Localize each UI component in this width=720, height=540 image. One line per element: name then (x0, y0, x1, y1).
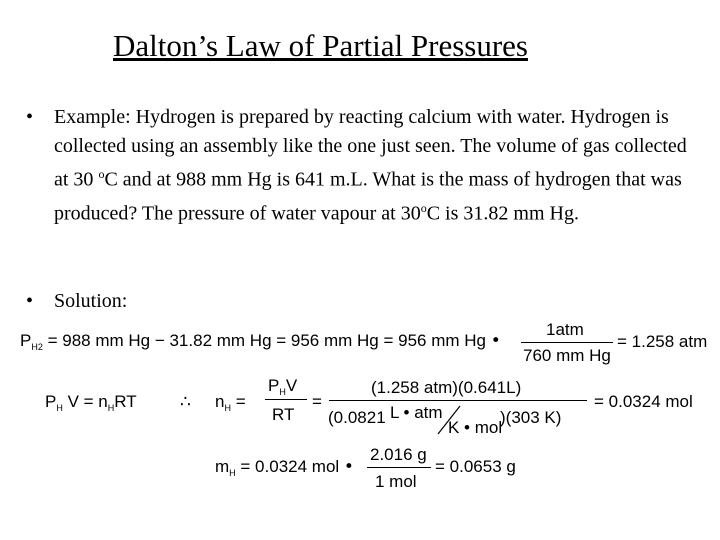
eq2-unit-numerator: L • atm (390, 403, 443, 422)
eq3-fraction-denominator: 1 mol (375, 472, 417, 491)
degree-mark-1: o (98, 167, 105, 181)
eq2-rt: RT (114, 392, 137, 411)
slide-title: Dalton’s Law of Partial Pressures (113, 28, 528, 63)
solution-label: Solution: (54, 290, 128, 312)
degree-mark-2: o (420, 201, 427, 216)
eq2-n: n (215, 392, 225, 411)
eq2-pv-sub: H (279, 387, 286, 397)
eq2-n-symbol: $n_H$ = (215, 392, 246, 413)
eq1-sub-h: H (31, 342, 38, 352)
example-text-3: C is 31.82 mm Hg. (426, 202, 579, 225)
bullet-dot-solution: • (26, 290, 34, 312)
eq1-pressure-symbol: P (20, 331, 32, 350)
eq2-pv-p: P (268, 376, 280, 395)
eq2-den-left: (0.0821 (328, 408, 386, 427)
therefore-symbol: ∴ (180, 392, 191, 412)
example-text-1: Example: Hydrogen is prepared by reacting calcium with water. Hydrogen is collected using an assembly like the one just seen. The volume of gas collected at 30 (54, 106, 687, 191)
eq3-m: m (215, 457, 230, 476)
eq1-sub-2: 2 (37, 342, 43, 352)
ideal-gas-law (45, 392, 137, 418)
eq2-big-fraction-bar (329, 400, 587, 401)
example-text-2: C and at 988 mm Hg is 641 m.L. What is the mass of hydrogen that was produced? The pressure of water vapour at 30 (54, 168, 682, 225)
eq2-equals: = (312, 392, 322, 411)
eq3-m-sub: H (229, 468, 236, 478)
eq2-big-numerator: (1.258 atm)(0.641L) (371, 378, 522, 397)
eq2-den-right: )(303 K) (500, 408, 562, 427)
eq2-pv-fraction-bar (265, 399, 307, 400)
eq2-pv-v: V (285, 376, 298, 395)
eq2-p: P (45, 392, 57, 411)
eq2-unit-slash (434, 404, 464, 436)
eq3-fraction-bar (367, 467, 431, 468)
eq1-fraction-numerator: 1atm (546, 320, 584, 339)
eq3-result: = 0.0653 g (435, 457, 516, 476)
eq2-n-sub: H (107, 403, 115, 413)
eq1-result: = 1.258 atm (617, 332, 708, 351)
eq2-rt-denominator: RT (272, 405, 295, 424)
eq3-fraction-numerator: 2.016 g (370, 445, 427, 464)
eq3-multiply-dot: • (343, 457, 354, 477)
bullet-dot-example: • (26, 106, 34, 128)
eq2-result: = 0.0324 mol (594, 392, 693, 411)
eq1-fraction-denominator: 760 mm Hg (523, 346, 611, 365)
equation-3-lhs (215, 457, 354, 483)
eq2-unit-denominator: K • mol (448, 418, 503, 437)
eq2-n-sub2: H (224, 403, 231, 413)
equation-1-lhs (20, 331, 501, 357)
eq2-p-sub: H (56, 403, 63, 413)
eq2-mid: V = n (67, 392, 108, 411)
eq1-expression: = 988 mm Hg − 31.82 mm Hg = 956 mm Hg = 956 mm Hg (47, 331, 486, 350)
eq1-fraction-bar (521, 342, 613, 343)
example-paragraph (54, 103, 704, 228)
eq1-multiply-dot: • (490, 331, 501, 351)
eq3-expression: = 0.0324 mol (240, 457, 340, 476)
